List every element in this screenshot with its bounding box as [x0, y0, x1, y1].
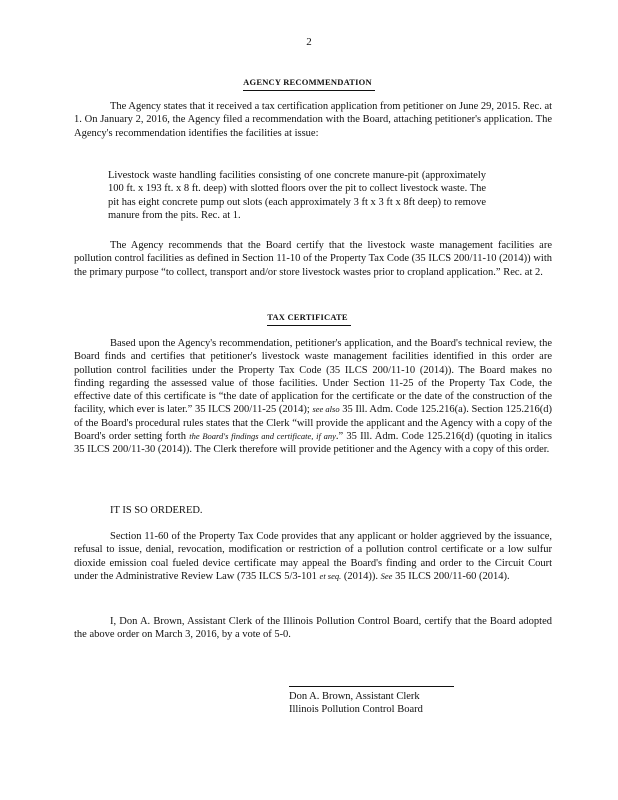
signer-name: Don A. Brown, Assistant Clerk	[289, 691, 420, 702]
certification-text-c: .” 35 Ill. Adm. Code 125.216(d) (quoting in italics 35 ILCS 200/11-30 (2014)). The Clerk therefore will provide petitioner and the Agency with a copy of this order.	[74, 431, 552, 456]
appeal-text-a: Section 11-60 of the Property Tax Code provides that any applicant or holder aggrieved by the issuance, refusal to issue, denial, revocation, modification or restriction of a pollution control certificate or a low sulfur dioxide emission coal fueled device certificate may appeal the Board's finding and order to the Circuit Court under the Administrative Review Law (735 ILCS 5/3-101	[74, 531, 552, 582]
page-number: 2	[306, 36, 312, 48]
certification-paragraph	[74, 337, 552, 457]
appeal-paragraph	[74, 530, 552, 583]
see-also-signal: see also	[312, 404, 340, 415]
tax-certificate-heading: TAX CERTIFICATE	[0, 311, 618, 326]
agency-recommendation-heading: AGENCY RECOMMENDATION	[0, 76, 618, 91]
certification-text-b: 35 Ill. Adm. Code 125.216(a). Section 125.216(d) of the Board's procedural rules states that the Clerk “will provide the applicant and the Agency with a copy of the Board's order setting forth	[74, 404, 552, 443]
see-signal: See	[380, 570, 393, 581]
so-ordered-line: IT IS SO ORDERED.	[110, 505, 203, 516]
agency-intro-paragraph: The Agency states that it received a tax certification application from petitioner on June 29, 2015. Rec. at 1. On January 2, 2016, the Agency filed a recommendation with the Board, attaching petitioner's application. The Agency's recommendation identifies the facilities at issue:	[74, 101, 553, 139]
signature-line	[289, 686, 454, 687]
et-seq-signal: et seq.	[319, 570, 342, 581]
italic-quoted-phrase: the Board's findings and certificate, if any	[189, 431, 336, 442]
certification-text-a: Based upon the Agency's recommendation, petitioner's application, and the Board's technical review, the Board finds and certifies that petitioner's livestock waste management facilities identified in this order are pollution control facilities under the Property Tax Code (35 ILCS 200/11-10 (2014)). The Board makes no finding regarding the assessed value of those facilities. Under Section 11-25 of the Property Tax Code, the effective date of this certificate is “the date of application for the certificate or the date of the construction of the facility, which ever is later.” 35 ILCS 200/11-25 (2014);	[74, 338, 552, 416]
signature-block	[289, 690, 509, 717]
clerk-certification-paragraph: I, Don A. Brown, Assistant Clerk of the Illinois Pollution Control Board, certify that the Board adopted the above order on March 3, 2016, by a vote of 5-0.	[74, 616, 552, 641]
appeal-text-c: 35 ILCS 200/11-60 (2014).	[395, 570, 510, 582]
appeal-text-b: (2014)).	[343, 570, 379, 582]
signer-organization: Illinois Pollution Control Board	[289, 704, 423, 716]
agency-recommends-paragraph: The Agency recommends that the Board certify that the livestock waste management facilities are pollution control facilities as defined in Section 11-10 of the Property Tax Code (35 ILCS 200/11-10 (2014)) with the primary purpose “to collect, transport and/or store livestock wastes prior to cropland application.” Rec. at 2.	[74, 240, 552, 278]
facility-description-quote: Livestock waste handling facilities consisting of one concrete manure-pit (approximately 100 ft. x 193 ft. x 8 ft. deep) with slotted floors over the pit to collect livestock waste. The pit has eight concrete pump out slots (each approximately 3 ft x 3 ft x 8ft deep) to remove manure from the pits. Rec. at 1.	[108, 170, 487, 221]
